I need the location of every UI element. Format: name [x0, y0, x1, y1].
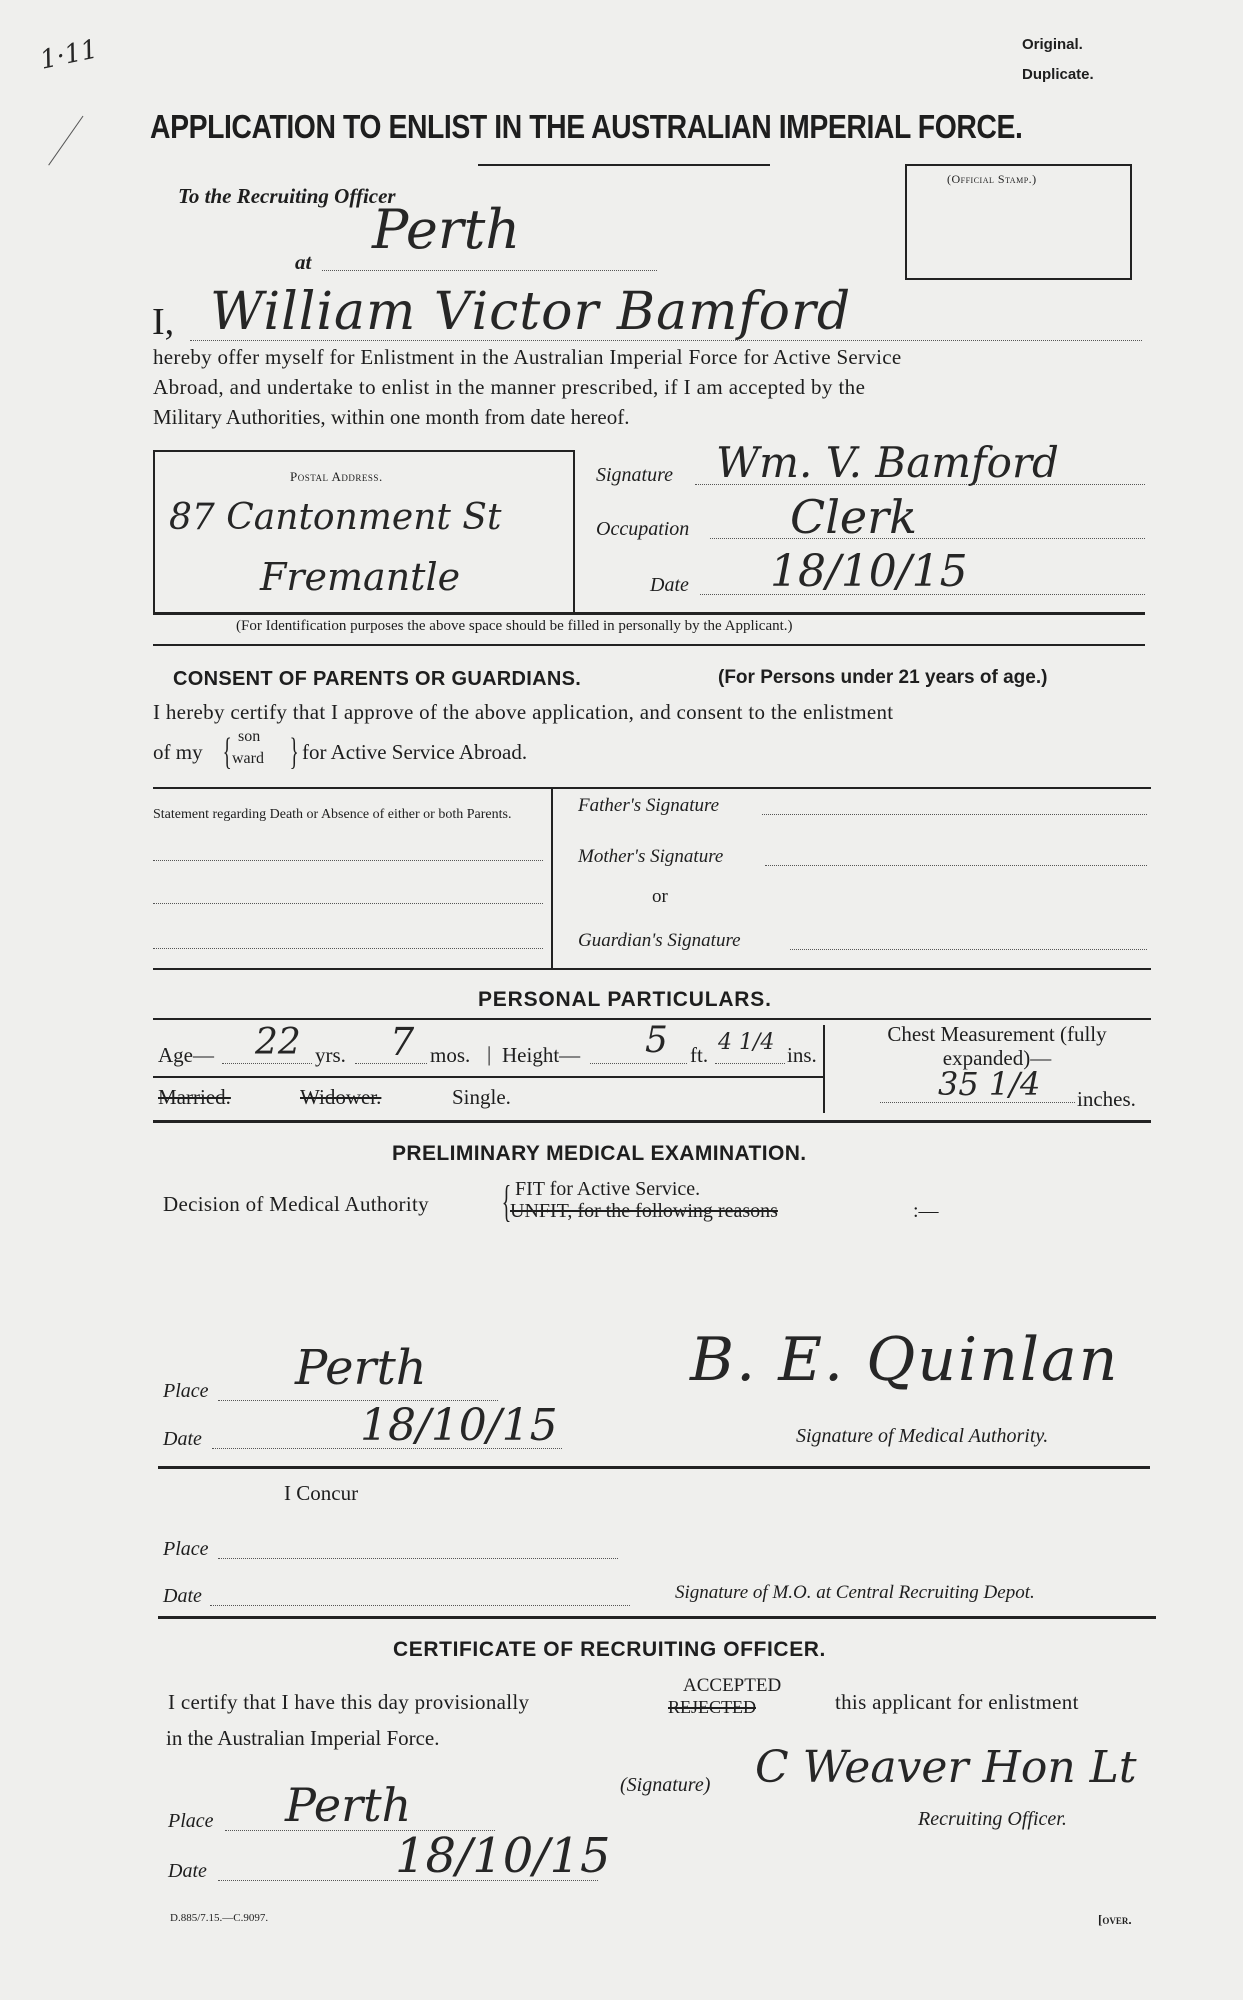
brace-left: { — [222, 731, 232, 773]
medical-place-label: Place — [163, 1380, 209, 1402]
application-date-value: 18/10/15 — [770, 546, 968, 597]
certificate-place-value: Perth — [285, 1778, 412, 1832]
official-stamp-box — [905, 164, 1132, 280]
unfit-text: UNFIT, for the following reasons — [510, 1200, 778, 1222]
certificate-date-label: Date — [168, 1860, 207, 1882]
chest-divider — [823, 1025, 825, 1113]
i-label: I, — [152, 301, 175, 343]
ward-label: ward — [232, 750, 264, 767]
single-option: Single. — [452, 1085, 511, 1109]
statement-line-3 — [153, 948, 543, 949]
age-years-line — [222, 1063, 312, 1064]
accepted-option: ACCEPTED — [683, 1675, 782, 1696]
height-ft-value: 5 — [645, 1020, 668, 1061]
unfit-suffix: :— — [913, 1200, 939, 1222]
recruiting-officer-caption: Recruiting Officer. — [918, 1808, 1067, 1830]
statement-label: Statement regarding Death or Absence of either or both Parents. — [153, 807, 512, 822]
applicant-text: this applicant for enlistment — [835, 1690, 1079, 1714]
postal-address-line-1: 87 Cantonment St — [169, 497, 502, 538]
postal-address-box — [153, 450, 575, 615]
ins-label: ins. — [787, 1043, 817, 1067]
height-label: Height— — [502, 1043, 581, 1067]
concur-place-label: Place — [163, 1538, 209, 1560]
rule-identification — [153, 612, 1145, 615]
rule-medical-bottom — [158, 1616, 1156, 1619]
date-label: Date — [650, 574, 689, 596]
concur-date-label: Date — [163, 1585, 202, 1607]
father-signature-line — [762, 814, 1147, 815]
chest-value: 35 1/4 — [938, 1065, 1041, 1103]
height-in-value: 4 1/4 — [718, 1030, 775, 1055]
rule-age-row — [153, 1076, 823, 1078]
fit-text: FIT for Active Service. — [515, 1178, 701, 1200]
consent-heading: CONSENT OF PARENTS OR GUARDIANS. — [173, 668, 582, 690]
consent-certify-line: I hereby certify that I approve of the above application, and consent to the enlistment — [153, 700, 894, 724]
married-option: Married. — [158, 1085, 231, 1109]
concur-label: I Concur — [284, 1481, 359, 1505]
at-label: at — [295, 250, 312, 274]
page-title: APPLICATION TO ENLIST IN THE AUSTRALIAN IMPERIAL FORCE. — [150, 108, 1023, 145]
chest-label: Chest Measurement (fully expanded)— — [887, 1022, 1107, 1070]
rule-concur — [158, 1466, 1150, 1469]
of-my-label: of my — [153, 740, 203, 764]
offer-line-3: Military Authorities, within one month from date hereof. — [153, 405, 630, 429]
rule-top — [478, 164, 770, 166]
brace-right: } — [289, 731, 299, 773]
widower-option: Widower. — [300, 1085, 382, 1109]
to-recruiting-officer-label: To the Recruiting Officer — [178, 184, 396, 208]
occupation-dotted-line — [710, 538, 1145, 539]
offer-line-2: Abroad, and undertake to enlist in the manner prescribed, if I am accepted by the — [153, 375, 866, 399]
signature-label: Signature — [596, 464, 674, 486]
duplicate-mark: Duplicate. — [1022, 66, 1094, 83]
height-ft-line — [590, 1063, 687, 1064]
certificate-date-value: 18/10/15 — [395, 1828, 611, 1884]
recruiting-officer-signature: C Weaver Hon Lt — [755, 1742, 1137, 1793]
height-in-line — [715, 1063, 785, 1064]
age-years-value: 22 — [255, 1022, 301, 1063]
mother-signature-line — [765, 865, 1147, 866]
medical-heading: PRELIMINARY MEDICAL EXAMINATION. — [392, 1142, 807, 1165]
consent-divider — [551, 788, 553, 968]
certificate-place-label: Place — [168, 1810, 214, 1832]
identification-note: (For Identification purposes the above space should be filled in personally by the Applicant.) — [236, 618, 793, 634]
age-months-value: 7 — [390, 1020, 415, 1064]
mo-signature-caption: Signature of M.O. at Central Recruiting Depot. — [675, 1582, 1035, 1603]
mos-label: mos. — [430, 1043, 471, 1067]
decision-label: Decision of Medical Authority — [163, 1192, 429, 1216]
at-location-value: Perth — [372, 198, 521, 261]
father-signature-label: Father's Signature — [578, 795, 720, 816]
guardian-signature-line — [790, 949, 1147, 950]
age-label: Age— — [158, 1043, 214, 1067]
corner-stroke — [48, 116, 84, 166]
occupation-label: Occupation — [596, 518, 690, 540]
mother-signature-label: Mother's Signature — [578, 846, 724, 867]
medical-date-label: Date — [163, 1428, 202, 1450]
certify-text: I certify that I have this day provisionally — [168, 1690, 530, 1714]
medical-authority-signature: B. E. Quinlan — [690, 1325, 1120, 1395]
applicant-signature-value: Wm. V. Bamford — [716, 438, 1059, 487]
certificate-line-2: in the Australian Imperial Force. — [166, 1726, 440, 1750]
certificate-heading: CERTIFICATE OF RECRUITING OFFICER. — [393, 1638, 826, 1661]
rejected-option: REJECTED — [668, 1697, 756, 1717]
height-label-bar: | — [487, 1042, 492, 1066]
occupation-value: Clerk — [790, 490, 917, 544]
rule-under-note — [153, 644, 1145, 646]
yrs-label: yrs. — [315, 1043, 346, 1067]
official-stamp-label: (Official Stamp.) — [947, 172, 1037, 186]
personal-heading: PERSONAL PARTICULARS. — [478, 988, 772, 1011]
postal-address-label: Postal Address. — [290, 469, 383, 484]
medical-signature-caption: Signature of Medical Authority. — [796, 1425, 1049, 1447]
statement-line-1 — [153, 860, 543, 861]
applicant-name-value: William Victor Bamford — [210, 282, 852, 342]
offer-line-1: hereby offer myself for Enlistment in the Australian Imperial Force for Active Service — [153, 345, 902, 369]
guardian-signature-label: Guardian's Signature — [578, 930, 741, 951]
active-service-label: for Active Service Abroad. — [302, 740, 528, 764]
son-label: son — [238, 728, 261, 745]
original-mark: Original. — [1022, 36, 1083, 53]
medical-date-value: 18/10/15 — [360, 1400, 558, 1451]
rule-consent-top — [153, 787, 1151, 789]
concur-date-line — [210, 1605, 630, 1606]
statement-line-2 — [153, 903, 543, 904]
medical-place-value: Perth — [295, 1340, 427, 1396]
certificate-signature-label: (Signature) — [620, 1774, 711, 1796]
rule-consent-bottom — [153, 968, 1151, 970]
postal-address-line-2: Fremantle — [260, 555, 461, 599]
consent-heading-note: (For Persons under 21 years of age.) — [718, 667, 1048, 688]
corner-note: 1·11 — [37, 34, 101, 76]
ft-label: ft. — [690, 1043, 709, 1067]
decision-brace: { — [501, 1177, 512, 1226]
at-dotted-line — [322, 270, 657, 271]
footer-over: [over. — [1098, 1912, 1132, 1927]
footer-code: D.885/7.15.—C.9097. — [170, 1912, 269, 1924]
rule-personal-bottom — [153, 1120, 1151, 1123]
concur-place-line — [218, 1558, 618, 1559]
inches-label: inches. — [1077, 1087, 1136, 1111]
or-label: or — [652, 886, 668, 907]
